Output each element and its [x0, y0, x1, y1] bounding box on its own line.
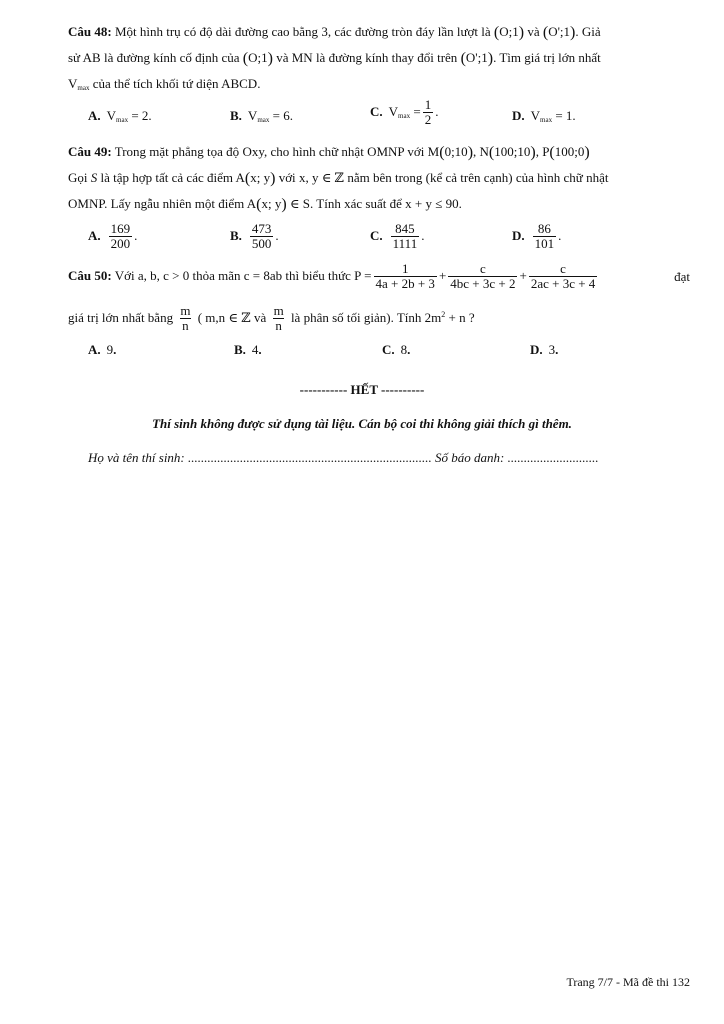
q50-option-c[interactable]: C. 8.	[382, 342, 411, 357]
exam-note: Thí sinh không được sử dụng tài liệu. Cán bộ coi thi không giải thích gì thêm.	[152, 416, 572, 431]
q49-line-3: OMNP. Lấy ngẫu nhiên một điểm A(x; y) ∈ S. Tính xác suất để x + y ≤ 90.	[68, 196, 462, 213]
end-marker: ----------- HẾT ----------	[299, 382, 425, 397]
q49-option-b[interactable]: B. $\frac{473}{500}$ .	[230, 221, 279, 252]
q48-option-d[interactable]: D. $V_{max} = 1$.	[512, 108, 576, 124]
q50-label: Câu 50:	[68, 267, 112, 283]
q48-option-a[interactable]: A. $V_{max} = 2$.	[88, 108, 152, 124]
q49-label: Câu 49:	[68, 144, 112, 159]
q48-option-b[interactable]: B. $V_{max} = 6$.	[230, 108, 293, 124]
q49-line-1: Câu 49: Trong mặt phẳng tọa độ Oxy, cho hình chữ nhật OMNP với M(0;10), N(100;10), P(100;0)	[68, 144, 590, 161]
q50-option-d[interactable]: D. 3.	[530, 342, 559, 357]
q48-line-1: Câu 48: Một hình trụ có độ dài đường cao bằng 3, các đường tròn đáy lần lượt là (O;1) và (O';1). Giả	[68, 24, 601, 41]
q48-option-c[interactable]: C. $V_{max}$ = $\frac{1}{2}$ .	[370, 97, 439, 128]
q48-line-2: sử AB là đường kính cố định của (O;1) và MN là đường kính thay đổi trên (O';1). Tìm giá trị lớn nhất	[68, 50, 601, 67]
q48-label: Câu 48:	[68, 24, 112, 39]
q50-line-1: Câu 50: Với a, b, c > 0 thỏa mãn c = 8ab thì biểu thức P = $\frac{1}{4a + 2b + 3}$ + $\frac{c}{4bc + 3c + 2}$ + $\frac{c}{2ac + 3c + 4}$ đạt	[68, 261, 690, 292]
q49-option-c[interactable]: C. $\frac{845}{1111}$ .	[370, 221, 425, 252]
q50-line-2: giá trị lớn nhất bằng $\frac{m}{n}$ ( m,n ∈ ℤ và $\frac{m}{n}$ là phân số tối giản). Tính $2m^2 + n$ ?	[68, 303, 475, 334]
q50-option-b[interactable]: B. 4.	[234, 342, 262, 357]
q49-option-d[interactable]: D. $\frac{86}{101}$ .	[512, 221, 562, 252]
page-footer: Trang 7/7 - Mã đề thi 132	[566, 975, 690, 989]
q50-option-a[interactable]: A. 9.	[88, 342, 117, 357]
candidate-info: Họ và tên thí sinh: ........................................................................... Số báo danh: ............................	[88, 450, 599, 465]
q49-option-a[interactable]: A. $\frac{169}{200}$ .	[88, 221, 138, 252]
q48-line-3: $V_{max}$ của thể tích khối tứ diện ABCD.	[68, 76, 261, 92]
q49-line-2: Gọi S là tập hợp tất cả các điểm A(x; y) với x, y ∈ ℤ nằm bên trong (kể cả trên cạnh) của hình chữ nhật	[68, 170, 609, 187]
